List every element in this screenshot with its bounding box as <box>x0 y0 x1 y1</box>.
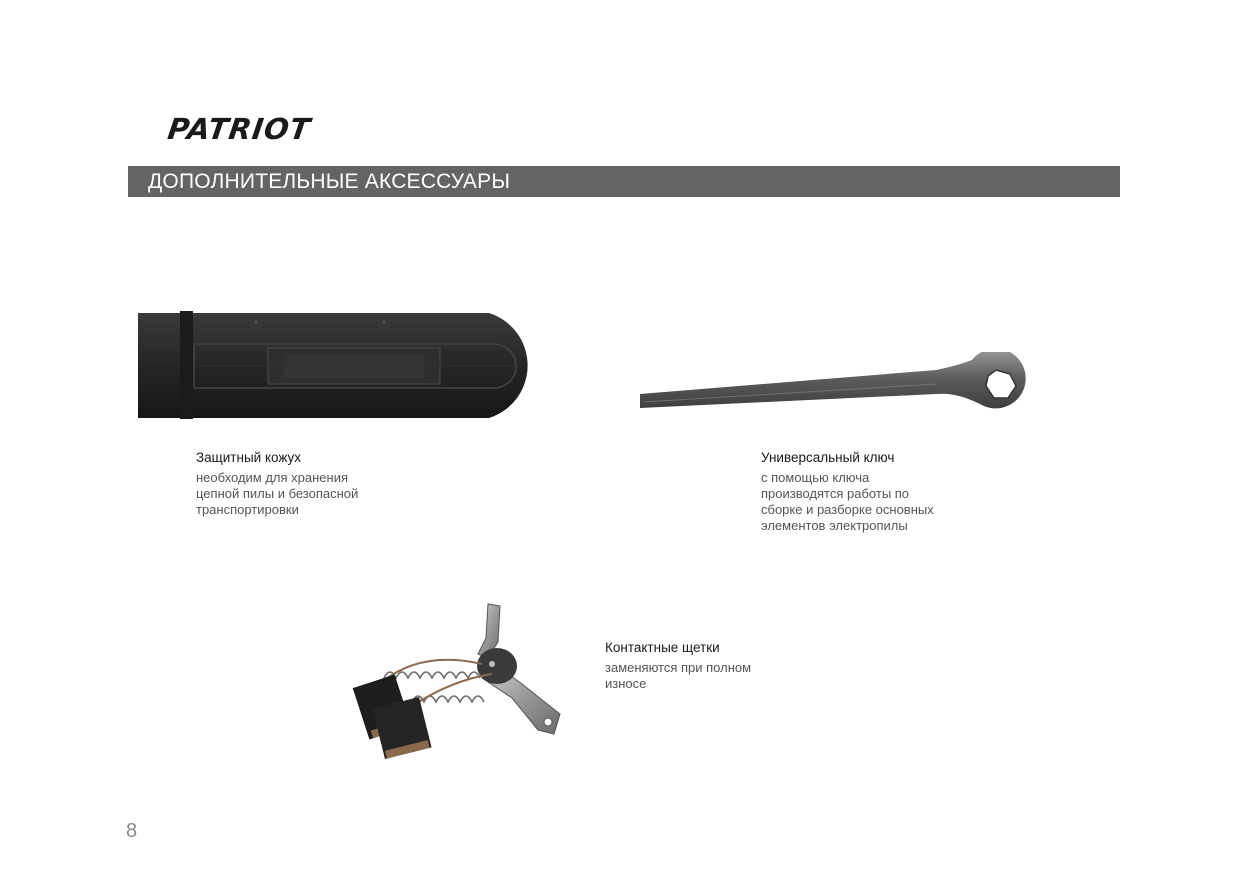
item-description-line: транспортировки <box>196 502 299 517</box>
item-description-line: износе <box>605 676 647 691</box>
universal-wrench-illustration <box>636 352 1030 414</box>
item-protective-cover <box>196 450 358 518</box>
section-title: ДОПОЛНИТЕЛЬНЫЕ АКСЕССУАРЫ <box>148 170 511 193</box>
item-description-line: с помощью ключа <box>761 470 870 485</box>
item-universal-wrench <box>761 450 934 534</box>
item-title: Контактные щетки <box>605 640 720 655</box>
item-description-line: цепной пилы и безопасной <box>196 486 359 501</box>
chain-guard-cover-illustration <box>134 308 548 424</box>
item-description-line: необходим для хранения <box>196 470 349 485</box>
item-description-line: заменяются при полном <box>605 660 752 675</box>
item-description-line: производятся работы по <box>761 486 910 501</box>
page-number: 8 <box>126 820 138 842</box>
item-description <box>196 470 358 518</box>
item-title: Универсальный ключ <box>761 450 895 465</box>
item-carbon-brushes <box>605 640 751 692</box>
section-header-bar <box>128 166 1120 197</box>
item-description <box>761 470 934 534</box>
item-description <box>605 660 751 692</box>
brand-logo: PATRIOT <box>165 112 313 146</box>
item-description-line: элементов электропилы <box>761 518 908 533</box>
carbon-brushes-illustration <box>352 598 568 760</box>
item-title: Защитный кожух <box>196 450 302 465</box>
item-description-line: сборке и разборке основных <box>761 502 934 517</box>
